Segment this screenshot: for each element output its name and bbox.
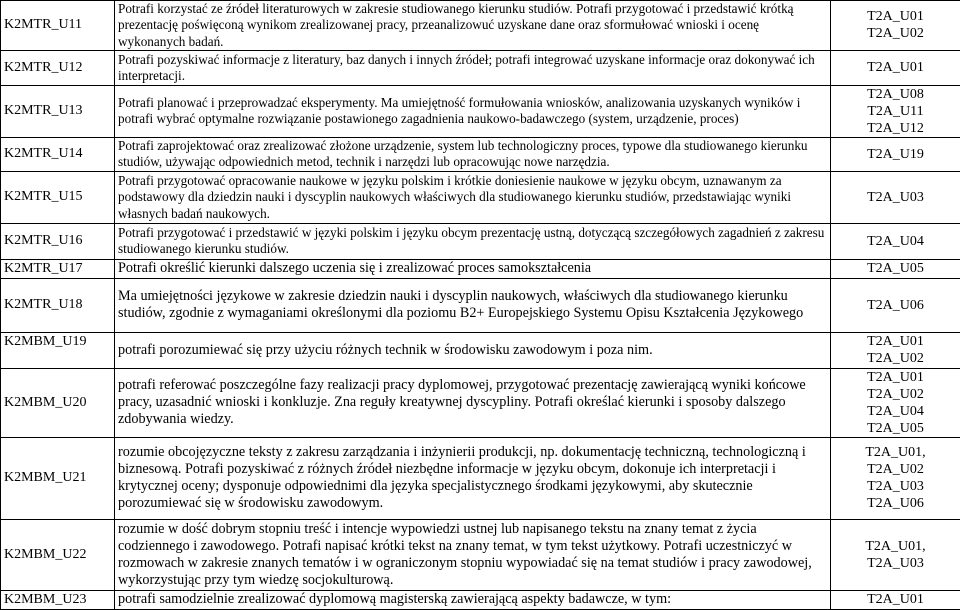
outcome-refs: [831, 590, 960, 609]
outcome-refs: [831, 137, 960, 171]
outcome-description: Potrafi planować i przeprowadzać eksperymenty. Ma umiejętność formułowania wniosków, analizowania uzyskanych wyników i potrafi wybrać optymalne rozwiązanie postawionego zagadnienia naukowo-badawczego (system, urządzenie, proces): [115, 85, 831, 137]
ref-code: T2A_U03: [834, 189, 957, 206]
table-row: [1, 368, 960, 437]
outcome-refs: [831, 1, 960, 51]
ref-code: T2A_U01: [834, 369, 957, 386]
outcome-code: K2MTR_U11: [1, 1, 115, 51]
outcome-refs: [831, 332, 960, 368]
table-row: [1, 137, 960, 171]
outcome-description: Potrafi przygotować i przedstawić w języki polskim i języku obcym prezentację ustną, dotyczącą szczegółowych zagadnień z zakresu studiowanego kierunku studiów.: [115, 223, 831, 259]
outcome-description: Potrafi pozyskiwać informacje z literatury, baz danych i innych źródeł; potrafi integrować uzyskane informacje oraz dokonywać ich interpretacji.: [115, 50, 831, 85]
ref-code: T2A_U11: [834, 103, 957, 120]
table-row: [1, 278, 960, 332]
outcome-description: Potrafi korzystać ze źródeł literaturowych w zakresie studiowanego kierunku studiów. Potrafi przygotować i przedstawić krótką prezentację poświęconą wynikom zrealizowanej pracy, przeanalizowuć uzyskane dane oraz sformułować wnioski i ocenę wykonanych badań.: [115, 1, 831, 51]
ref-code: T2A_U02: [834, 350, 957, 367]
outcome-code: K2MBM_U21: [1, 437, 115, 519]
outcome-refs: [831, 85, 960, 137]
table-row: [1, 437, 960, 519]
table-row: [1, 171, 960, 223]
outcome-code: K2MBM_U19: [1, 332, 115, 368]
ref-code: T2A_U05: [834, 260, 957, 277]
outcome-code: K2MTR_U14: [1, 137, 115, 171]
outcome-refs: [831, 368, 960, 437]
outcome-description: Potrafi określić kierunki dalszego uczenia się i zrealizować proces samokształcenia: [115, 259, 831, 278]
ref-code: T2A_U02: [834, 25, 957, 42]
ref-code: T2A_U06: [834, 495, 957, 512]
ref-code: T2A_U01: [834, 8, 957, 25]
table-row: [1, 223, 960, 259]
outcome-refs: [831, 437, 960, 519]
outcome-refs: [831, 223, 960, 259]
outcome-refs: [831, 259, 960, 278]
outcome-code: K2MTR_U13: [1, 85, 115, 137]
outcome-code: K2MBM_U22: [1, 519, 115, 590]
outcome-description: potrafi referować poszczególne fazy realizacji pracy dyplomowej, przygotować prezentację zawierającą wyniki końcowe pracy, uzasadnić wnioski i konkluzje. Zna reguły kreatywnej dyscypliny. Potrafi określać kierunki i sposoby dalszego zdobywania wiedzy.: [115, 368, 831, 437]
ref-code: T2A_U03: [834, 555, 957, 572]
ref-code: T2A_U05: [834, 420, 957, 437]
table-row: [1, 332, 960, 368]
outcome-code: K2MTR_U15: [1, 171, 115, 223]
ref-code: T2A_U04: [834, 403, 957, 420]
ref-code: T2A_U01: [834, 591, 957, 608]
table-row: [1, 590, 960, 609]
ref-code: T2A_U03: [834, 478, 957, 495]
outcome-description: Potrafi przygotować opracowanie naukowe w języku polskim i krótkie doniesienie naukowe w języku obcym, uznawanym za podstawowy dla dziedzin nauki i dyscyplin naukowych właściwych dla studiowanego kierunku studiów, przedstawiając wyniki własnych badań naukowych.: [115, 171, 831, 223]
outcome-refs: [831, 50, 960, 85]
outcome-code: K2MTR_U18: [1, 278, 115, 332]
table-row: [1, 85, 960, 137]
outcome-description: rozumie w dość dobrym stopniu treść i intencje wypowiedzi ustnej lub napisanego tekstu na znany temat z życia codziennego i zawodowego. Potrafi napisać krótki tekst na znany temat, w tym tekst użytkowy. Potrafi uczestniczyć w rozmowach w zakresie znanych tematów i w ograniczonym stopniu wypowiadać się na temat studiów i pracy zawodowej, wykorzystując przy tym wiedzę socjokulturową.: [115, 519, 831, 590]
outcome-description: potrafi porozumiewać się przy użyciu różnych technik w środowisku zawodowym i poza nim.: [115, 332, 831, 368]
ref-code: T2A_U08: [834, 86, 957, 103]
outcome-description: Ma umiejętności językowe w zakresie dziedzin nauki i dyscyplin naukowych, właściwych dla studiowanego kierunku studiów, zgodnie z wymaganiami określonymi dla poziomu B2+ Europejskiego Systemu Opisu Kształcenia Językowego: [115, 278, 831, 332]
outcome-code: K2MTR_U17: [1, 259, 115, 278]
outcome-code: K2MTR_U12: [1, 50, 115, 85]
ref-code: T2A_U19: [834, 146, 957, 163]
ref-code: T2A_U01,: [834, 444, 957, 461]
outcome-description: rozumie obcojęzyczne teksty z zakresu zarządzania i inżynierii produkcji, np. dokumentację techniczną, technologiczną i biznesową. Potrafi pozyskiwać z różnych źródeł niezbędne informacje w języku obcym, dokonuje ich interpretacji i krytycznej oceny; dysponuje odpowiednimi dla języka specjalistycznego środkami językowymi, aby skutecznie porozumiewać się w środowisku zawodowym.: [115, 437, 831, 519]
outcome-code: K2MBM_U20: [1, 368, 115, 437]
ref-code: T2A_U01: [834, 333, 957, 350]
table-row: [1, 1, 960, 51]
table-row: [1, 519, 960, 590]
ref-code: T2A_U06: [834, 297, 957, 314]
ref-code: T2A_U02: [834, 461, 957, 478]
table-row: [1, 50, 960, 85]
table-row: [1, 259, 960, 278]
ref-code: T2A_U12: [834, 120, 957, 137]
ref-code: T2A_U01,: [834, 538, 957, 555]
outcome-code: K2MBM_U23: [1, 590, 115, 609]
outcome-refs: [831, 278, 960, 332]
ref-code: T2A_U02: [834, 386, 957, 403]
outcome-refs: [831, 519, 960, 590]
ref-code: T2A_U04: [834, 233, 957, 250]
outcome-description: potrafi samodzielnie zrealizować dyplomową magisterską zawierającą aspekty badawcze, w tym:: [115, 590, 831, 609]
outcome-refs: [831, 171, 960, 223]
outcome-code: K2MTR_U16: [1, 223, 115, 259]
ref-code: T2A_U01: [834, 59, 957, 76]
outcome-description: Potrafi zaprojektować oraz zrealizować złożone urządzenie, system lub technologiczny proces, typowe dla studiowanego kierunku studiów, używając odpowiednich metod, technik i narzędzi lub opracowując nowe narzędzia.: [115, 137, 831, 171]
